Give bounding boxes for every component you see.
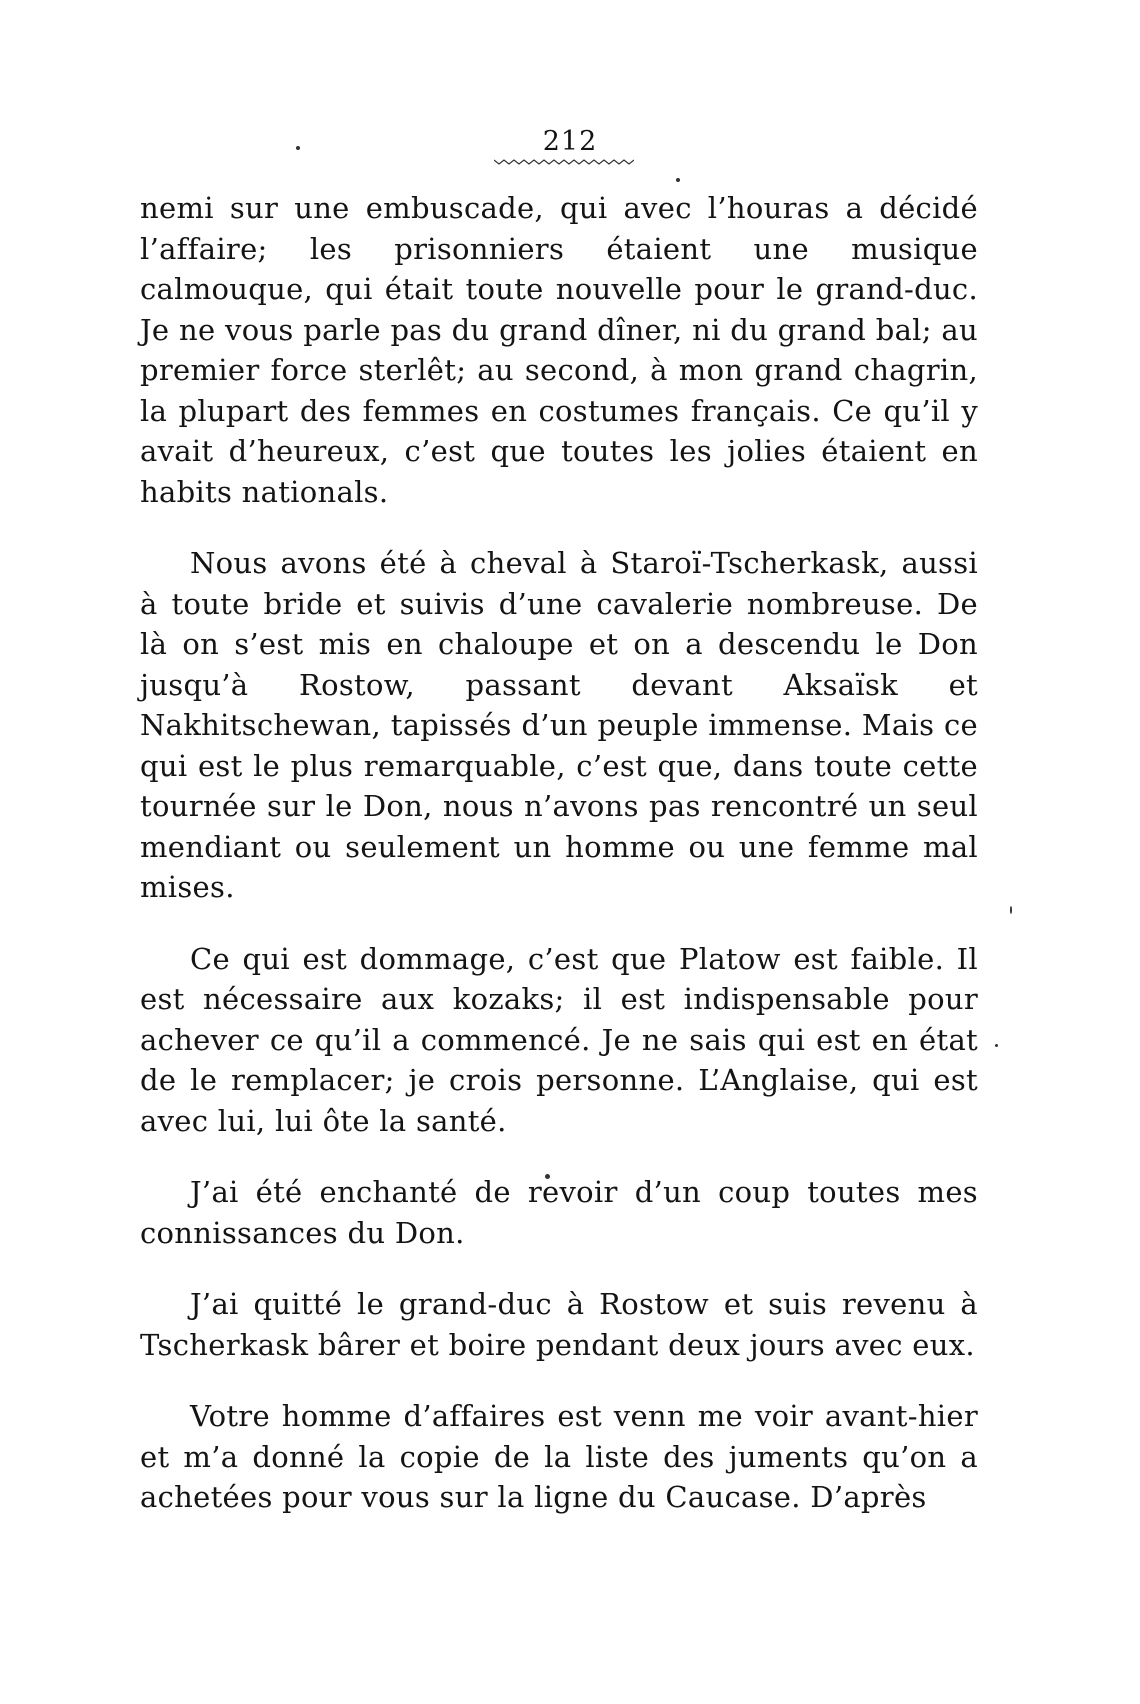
page-number: 212 [542, 126, 598, 157]
print-speck [676, 178, 680, 182]
paragraph: J’ai quitté le grand-duc à Rostow et suis revenu à Tscherkask bârer et boire pendant deux jours avec eux. [140, 1287, 978, 1362]
body-text [140, 188, 978, 1549]
paragraph: J’ai été enchanté de revoir d’un coup toutes mes connissances du Don. [140, 1175, 978, 1250]
paragraph: Ce qui est dommage, c’est que Platow est faible. Il est nécessaire aux kozaks; il est indispensable pour achever ce qu’il a commencé. Je ne sais qui est en état de le remplacer; je crois personne. L’Anglaise, qui est avec lui, lui ôte la santé. [140, 941, 978, 1138]
paragraph: Votre homme d’affaires est venn me voir avant-hier et m’a donné la copie de la liste des juments qu’on a achetées pour vous sur la ligne du Caucase. D’après [140, 1399, 978, 1514]
page-number-ornament [494, 158, 634, 166]
print-speck [1010, 906, 1012, 914]
paragraph: Nous avons été à cheval à Staroï-Tscherkask, aussi à toute bride et suivis d’une cavalerie nombreuse. De là on s’est mis en chaloupe et on a descendu le Don jusqu’à Rostow, passant devant Aksaïsk et Nakhitschewan, tapissés d’un peuple immense. Mais ce qui est le plus remarquable, c’est que, dans toute cette tournée sur le Don, nous n’avons pas rencontré un seul mendiant ou seulement un homme ou une femme mal mises. [140, 546, 978, 904]
paragraph-continued: nemi sur une embuscade, qui avec l’houras a décidé l’affaire; les prisonniers étaient une musique calmouque, qui était toute nouvelle pour le grand-duc. Je ne vous parle pas du grand dîner, ni du grand bal; au premier force sterlêt; au second, à mon grand chagrin, la plupart des femmes en costumes français. Ce qu’il y avait d’heureux, c’est que toutes les jolies étaient en habits nationals. [140, 191, 978, 509]
print-speck [296, 146, 300, 150]
print-speck [995, 1044, 998, 1047]
